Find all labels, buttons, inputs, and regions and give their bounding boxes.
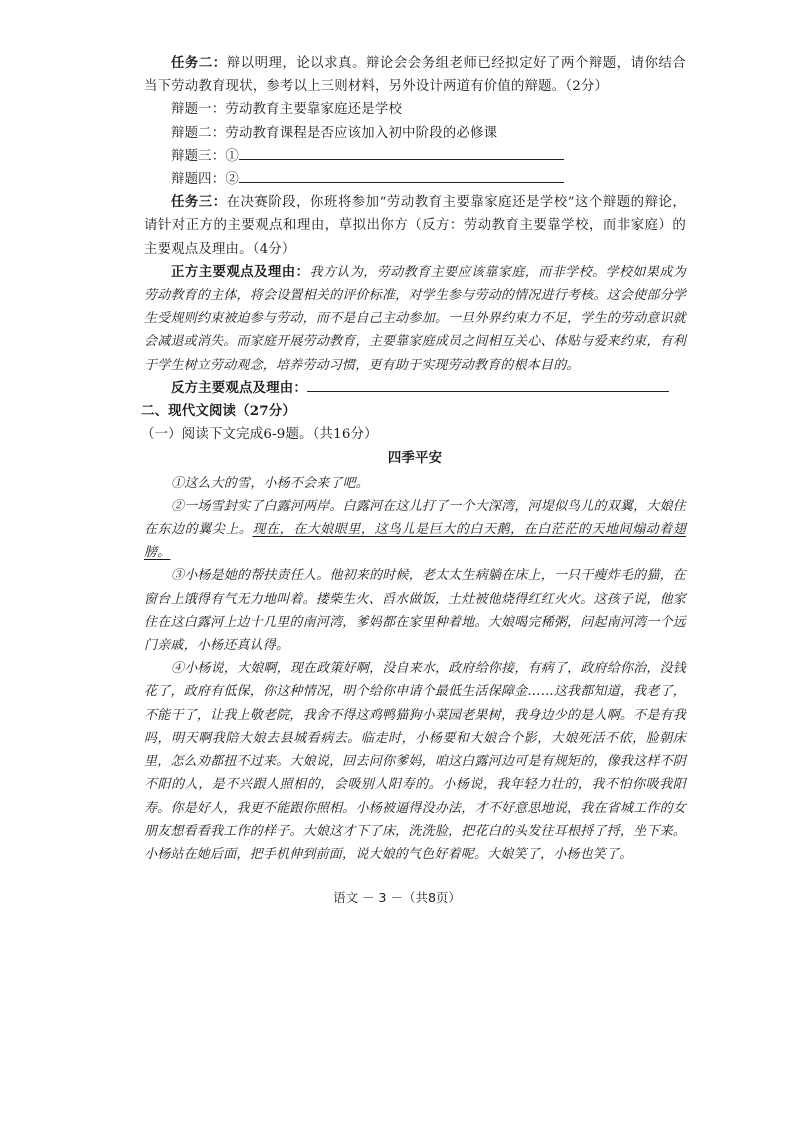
article-paragraph-2 xyxy=(144,495,686,565)
p2-plain: ②一场雪封实了白露河两岸。白露河在这儿打了一个大深湾，河堤似鸟儿的双翼，大娘住在东边的翼尖上。 xyxy=(144,498,686,538)
task2-label: 任务二： xyxy=(171,55,227,71)
task3-label: 任务三： xyxy=(171,194,227,211)
article-paragraph-3: ③小杨是她的帮扶责任人。他初来的时候，老太太生病躺在床上，一只干瘦炸毛的猫，在窗台上饿得有气无力地叫着。搂柴生火、舀水做饭，土灶被他烧得红红火火。这孩子说，他家住在这白露河上边十几里的南河湾，爹妈都在家里种着地。大娘喝完稀粥，问起南河湾一个远门亲戚，小杨还真认得。 xyxy=(144,568,686,654)
pro-side-label: 正方主要观点及理由： xyxy=(171,263,310,280)
section2-heading: 二、现代文阅读（27分） xyxy=(141,403,296,420)
topic4-answer-blank[interactable] xyxy=(239,168,564,183)
task2-text: 辩以明理，论以求真。辩论会会务组老师已经拟定好了两个辩题，请你结合当下劳动教育现状，参考以上三则材料，另外设计两道有价值的辩题。（2分） xyxy=(144,56,686,95)
page-content xyxy=(141,52,687,866)
topic4-label: 辩题四：② xyxy=(171,172,239,188)
debate-topic-3 xyxy=(144,145,686,168)
con-side-label: 反方主要观点及理由： xyxy=(171,379,307,396)
con-side-paragraph xyxy=(144,377,686,400)
pro-side-paragraph xyxy=(144,261,686,377)
page-footer: 语文 － 3 －（共8页） xyxy=(333,890,461,905)
task3-paragraph xyxy=(144,191,686,261)
pro-side-text: 我方认为，劳动教育主要应该靠家庭，而非学校。学校如果成为劳动教育的主体，将会设置相关的评价标准，对学生参与劳动的情况进行考核。这会使部分学生受规则约束被迫参与劳动，而不是自己主动参加。一旦外界约束力不足，学生的劳动意识就会减退或消失。而家庭开展劳动教育，主要靠家庭成员之间相互关心、体贴与爱来约束，有利于学生树立劳动观念，培养劳动习惯，更有助于实现劳动教育的根本目的。 xyxy=(144,264,687,373)
debate-topic-2: 辩题二：劳动教育课程是否应该加入初中阶段的必修课 xyxy=(171,125,498,141)
task2-paragraph xyxy=(144,52,686,98)
p2-underlined-sentence: 现在，在大娘眼里，这鸟儿是巨大的白天鹅，在白茫茫的天地间煽动着翅膀。 xyxy=(144,522,686,561)
task3-text: 在决赛阶段，你班将参加“劳动教育主要靠家庭还是学校”这个辩题的辩论，请针对正方的主要观点和理由，草拟出你方（反方：劳动教育主要靠学校，而非家庭）的主要观点及理由。（4分） xyxy=(144,195,686,257)
topic3-answer-blank[interactable] xyxy=(239,145,564,160)
topic3-label: 辩题三：① xyxy=(171,148,239,164)
article-paragraph-4: ④小杨说，大娘啊，现在政策好啊，没自来水，政府给你接，有病了，政府给你治，没钱花了，政府有低保，你这种情况，明个给你申请个最低生活保障金……这我都知道，我老了，不能干了，让我上敬老院，我舍不得这鸡鸭猫狗小菜园老果树，我身边少的是人啊。不是有我吗，明天啊我陪大娘去县城看病去。临走时，小杨要和大娘合个影，大娘死活不依，脸朝床里，怎么劝都扭不过来。大娘说，回去问你爹妈，咱这白露河边可是有规矩的，像我这样不阴不阳的人，是不兴跟人照相的，会吸别人阳寿的。小杨说，我年轻力壮的，我不怕你吸我阳寿。你是好人，我更不能跟你照相。小杨被逼得没办法，才不好意思地说，我在省城工作的女朋友想看看我工作的样子。大娘这才下了床，洗洗脸，把花白的头发往耳根捋了捋，坐下来。小杨站在她后面，把手机伸到前面，说大娘的气色好着呢。大娘笑了，小杨也笑了。 xyxy=(144,661,686,862)
article-title: 四季平安 xyxy=(387,450,443,467)
debate-topic-4 xyxy=(144,168,686,191)
con-side-answer-blank[interactable] xyxy=(307,377,669,392)
debate-topic-1: 辩题一：劳动教育主要靠家庭还是学校 xyxy=(171,102,403,118)
article-paragraph-1: ①这么大的雪，小杨不会来了吧。 xyxy=(171,475,370,491)
section2-subheading: （一）阅读下文完成6-9题。（共16分） xyxy=(141,427,378,443)
